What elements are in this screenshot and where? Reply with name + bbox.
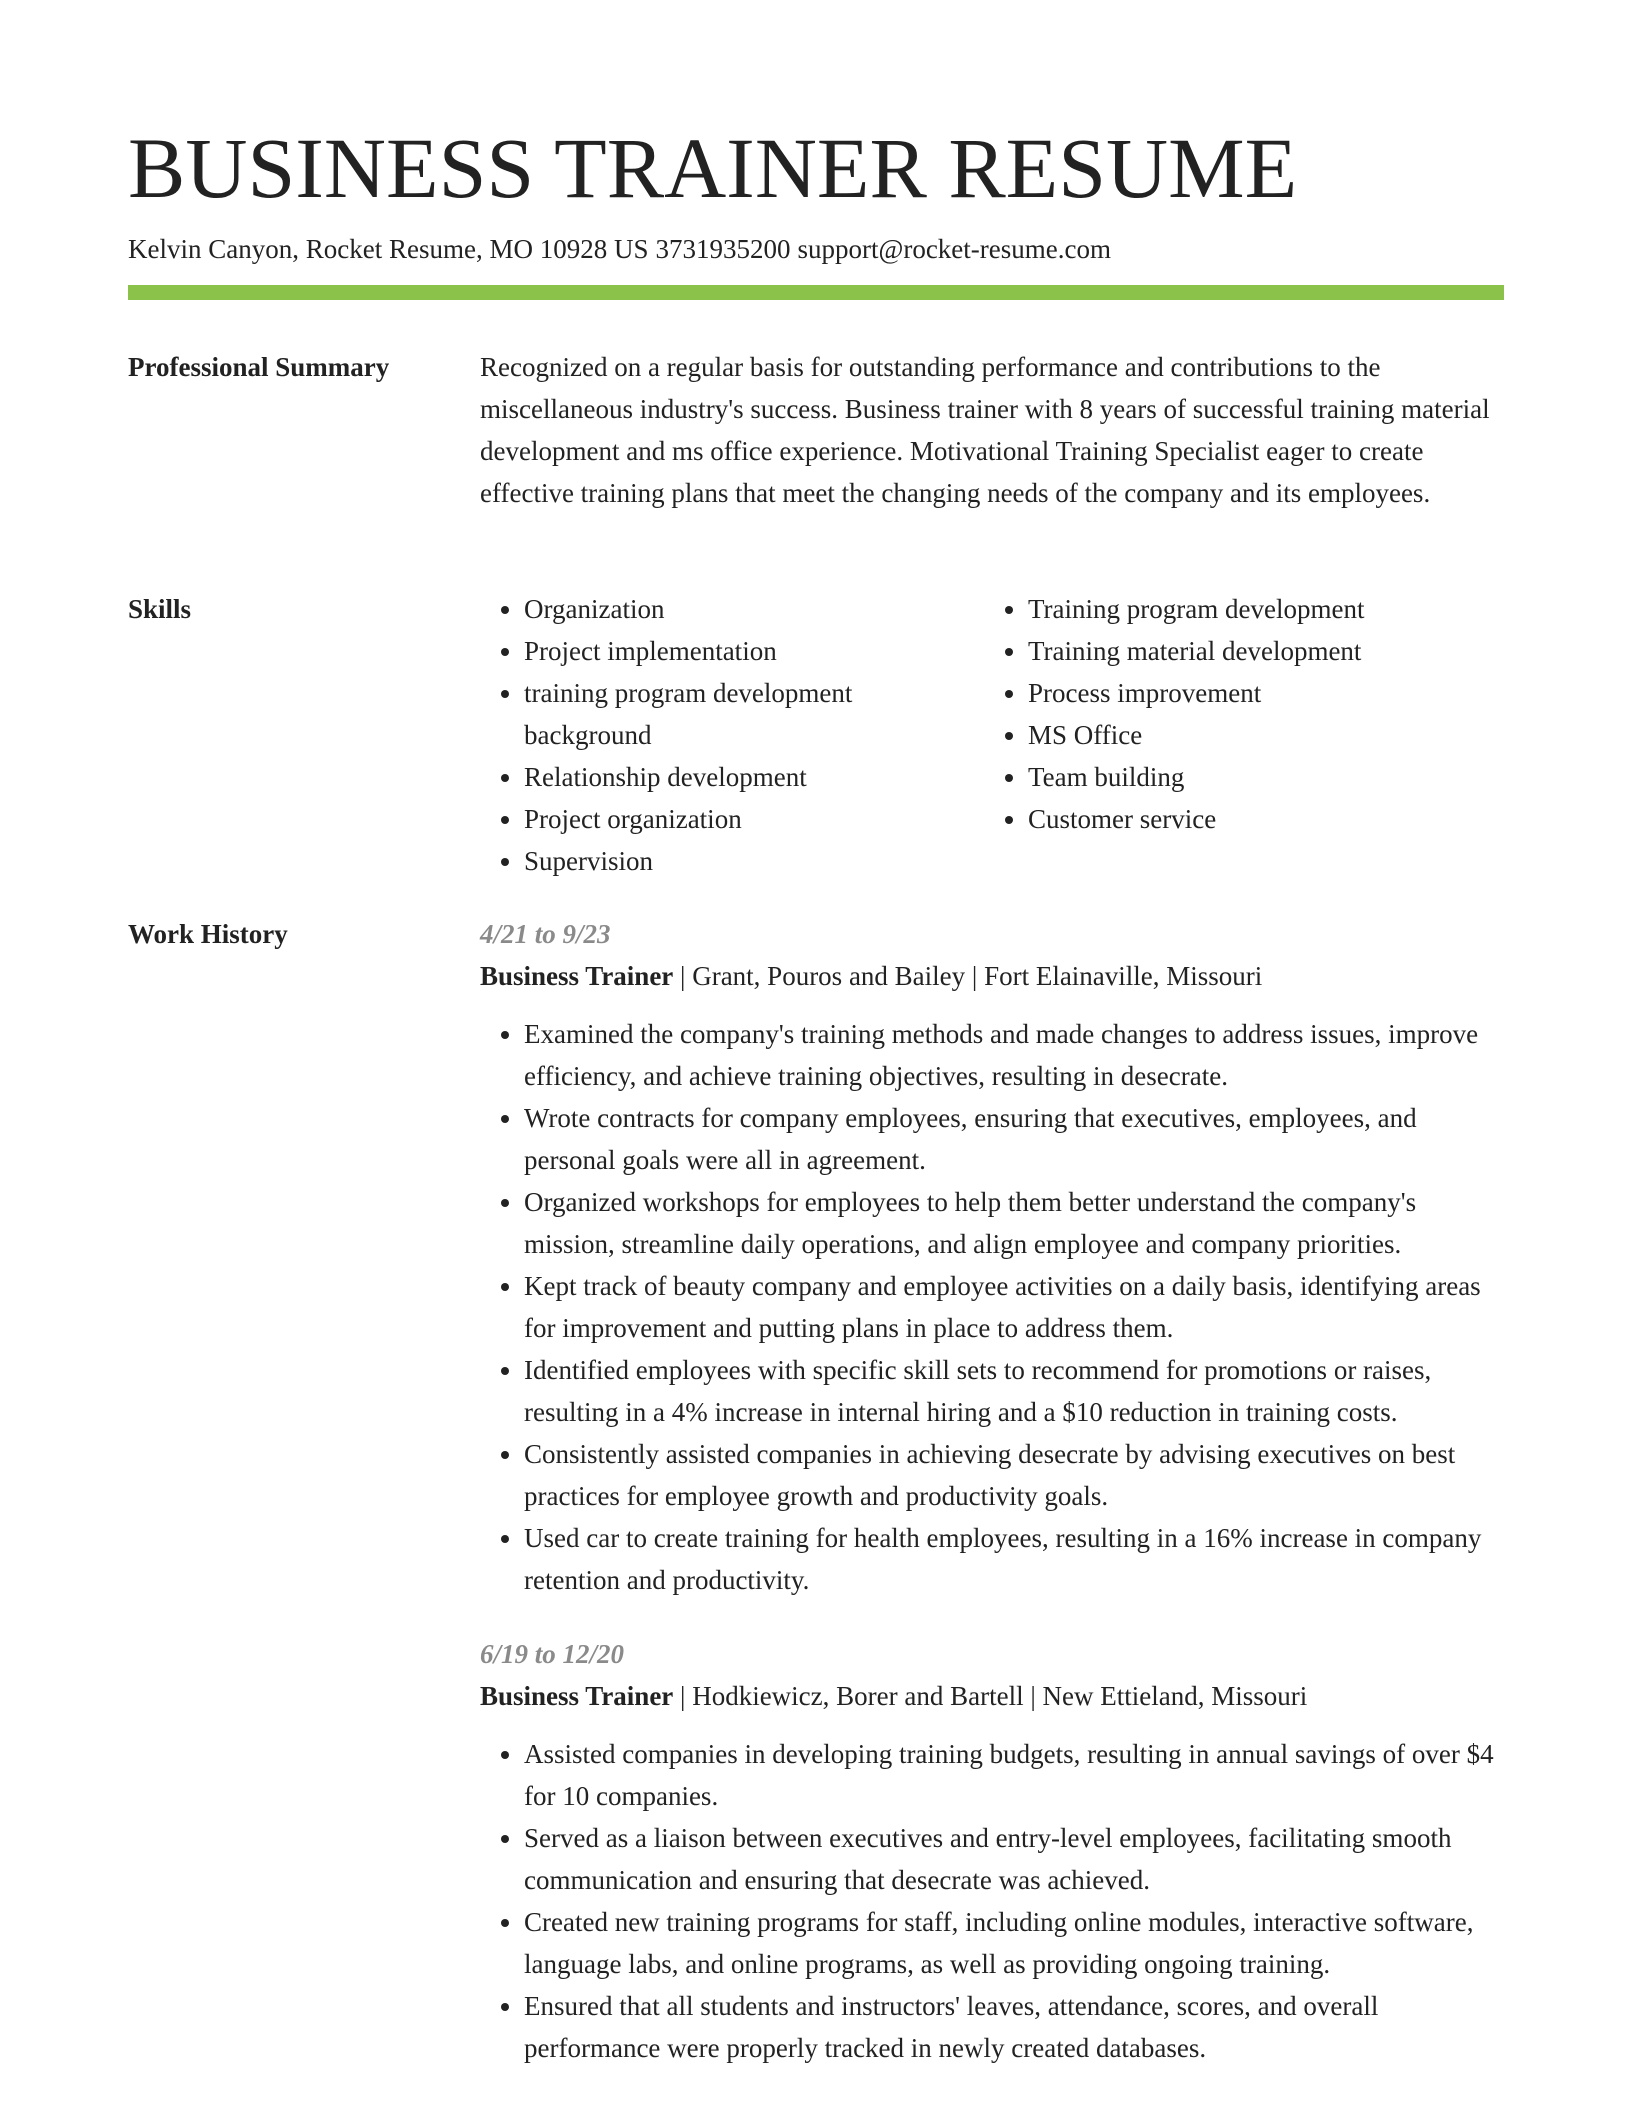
contact-line (128, 232, 1111, 266)
section-label-summary: Professional Summary (128, 352, 390, 382)
job-bullet: • Assisted companies in developing training budgets, resulting in annual savings of over $4 for 10 companies. (524, 1733, 1504, 1817)
summary-text: Recognized on a regular basis for outstanding performance and contributions to the miscellaneous industry's success. Business trainer with 8 years of successful training material development and ms office experience. Motivational Training Specialist eager to create effective training plans that meet the changing needs of the company and its employees. (480, 352, 1490, 508)
job-company: Grant, Pouros and Bailey (692, 961, 966, 991)
skill-item: • Project organization (524, 798, 984, 840)
resume-title: BUSINESS TRAINER RESUME (128, 120, 1298, 216)
skill-item: • Training program development (1028, 588, 1504, 630)
skills-list-left (480, 588, 984, 882)
skills-body (480, 588, 1504, 882)
job-title: Business Trainer (480, 961, 674, 991)
job-bullet: • Identified employees with specific skill sets to recommend for promotions or raises, resulting in a 4% increase in internal hiring and a $10 reduction in training costs. (524, 1349, 1504, 1433)
skill-item: • training program development background (524, 672, 984, 756)
skills-columns (480, 588, 1504, 882)
skills-list-right (984, 588, 1504, 882)
job-dates: 6/19 to 12/20 (480, 1639, 625, 1669)
job-heading (480, 1675, 1504, 1717)
job-bullet: • Wrote contracts for company employees, ensuring that executives, employees, and personal goals were all in agreement. (524, 1097, 1504, 1181)
job-bullet: • Consistently assisted companies in achieving desecrate by advising executives on best practices for employee growth and productivity goals. (524, 1433, 1504, 1517)
job-separator: | (1030, 1681, 1043, 1711)
job-dates: 4/21 to 9/23 (480, 919, 611, 949)
job-bullet: • Used car to create training for health employees, resulting in a 16% increase in company retention and productivity. (524, 1517, 1504, 1601)
contact-email: support@rocket-resume.com (797, 234, 1111, 264)
work-history-body (480, 913, 1504, 2069)
job-bullet: • Kept track of beauty company and employee activities on a daily basis, identifying areas for improvement and putting plans in place to address them. (524, 1265, 1504, 1349)
skill-item: • Relationship development (524, 756, 984, 798)
skill-item: • MS Office (1028, 714, 1504, 756)
contact-address: Kelvin Canyon, Rocket Resume, MO 10928 US (128, 234, 649, 264)
skill-item: • Customer service (1028, 798, 1504, 840)
skill-item: • Project implementation (524, 630, 984, 672)
section-label-skills: Skills (128, 594, 192, 624)
summary-body (480, 346, 1504, 514)
job-location: New Ettieland, Missouri (1042, 1681, 1308, 1711)
job-bullet: • Served as a liaison between executives and entry-level employees, facilitating smooth communication and ensuring that desecrate was achieved. (524, 1817, 1504, 1901)
job-separator: | (680, 1681, 693, 1711)
job-bullet: • Examined the company's training methods and made changes to address issues, improve efficiency, and achieve training objectives, resulting in desecrate. (524, 1013, 1504, 1097)
skill-item: • Organization (524, 588, 984, 630)
skill-item: • Team building (1028, 756, 1504, 798)
job-bullets (480, 1733, 1504, 2069)
job-bullets (480, 1013, 1504, 1601)
skill-item: • Supervision (524, 840, 984, 882)
accent-divider (128, 285, 1504, 300)
job-bullet: • Created new training programs for staff, including online modules, interactive software, language labs, and online programs, as well as providing ongoing training. (524, 1901, 1504, 1985)
job-title: Business Trainer (480, 1681, 674, 1711)
contact-phone: 3731935200 (655, 234, 791, 264)
job-bullet: • Ensured that all students and instructors' leaves, attendance, scores, and overall performance were properly tracked in newly created databases. (524, 1985, 1504, 2069)
job-separator: | (680, 961, 693, 991)
job-entry (480, 913, 1504, 1601)
job-company: Hodkiewicz, Borer and Bartell (692, 1681, 1024, 1711)
skill-item: • Process improvement (1028, 672, 1504, 714)
skill-item: • Training material development (1028, 630, 1504, 672)
job-entry (480, 1633, 1504, 2069)
section-label-work-history: Work History (128, 919, 288, 949)
job-separator: | (971, 961, 985, 991)
job-bullet: • Organized workshops for employees to help them better understand the company's mission, streamline daily operations, and align employee and company priorities. (524, 1181, 1504, 1265)
job-heading (480, 955, 1504, 997)
job-location: Fort Elainaville, Missouri (984, 961, 1263, 991)
